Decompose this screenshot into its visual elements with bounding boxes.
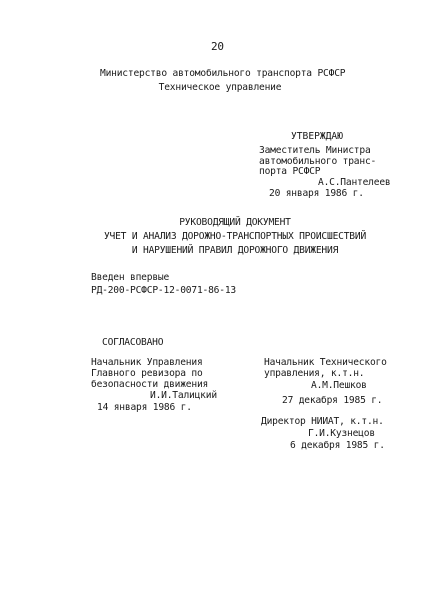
approve-position-line: автомобильного транс- [259, 155, 377, 167]
approve-position-line: порта РСФСР [259, 166, 321, 177]
agreed-right-line: управления, к.т.н. [264, 368, 365, 379]
agreed-left-date: 14 января 1986 г. [97, 402, 192, 413]
ministry-header [100, 67, 346, 95]
agreed-right-signatory-2: Г.И.Кузнецов [308, 428, 375, 439]
approve-signatory: А.С.Пантелеев [318, 177, 391, 188]
agreed-title: СОГЛАСОВАНО [102, 337, 164, 348]
department-name: Техническое управление [158, 82, 282, 93]
document-title-line: И НАРУШЕНИЙ ПРАВИЛ ДОРОЖНОГО ДВИЖЕНИЯ [131, 245, 339, 256]
approve-date: 20 января 1986 г. [269, 188, 364, 199]
agreed-right-date-1: 27 декабря 1985 г. [282, 395, 383, 406]
page-number: 20 [211, 40, 224, 53]
document-type: РУКОВОДЯЩИЙ ДОКУМЕНТ [179, 217, 291, 228]
document-title-block [100, 216, 370, 258]
agreed-right-position-2: Директор НИИАТ, к.т.н. [261, 416, 384, 427]
agreed-right-line: Начальник Технического [264, 357, 387, 368]
agreed-left-line: Начальник Управления [91, 357, 203, 368]
agreed-left-line: Главного ревизора по [91, 368, 203, 379]
approve-position [259, 146, 376, 178]
agreed-left-signatory: И.И.Талицкий [150, 390, 217, 401]
agreed-left-line: безопасности движения [91, 379, 209, 390]
document-code: РД-200-РСФСР-12-0071-86-13 [91, 285, 236, 296]
introduced-note: Введен впервые [91, 272, 170, 283]
agreed-right-position-1 [264, 357, 387, 379]
document-title-line: УЧЕТ И АНАЛИЗ ДОРОЖНО-ТРАНСПОРТНЫХ ПРОИСШЕСТВИЙ [103, 231, 367, 242]
document-intro [91, 271, 236, 297]
agreed-right-signatory-1: А.М.Пешков [311, 380, 367, 391]
agreed-right-date-2: 6 декабря 1985 г. [290, 440, 385, 451]
agreed-left-position [91, 357, 208, 390]
ministry-name: Министерство автомобильного транспорта РСФСР [100, 68, 346, 79]
approve-position-line: Заместитель Министра [259, 145, 371, 156]
approve-title: УТВЕРЖДАЮ [291, 131, 343, 142]
